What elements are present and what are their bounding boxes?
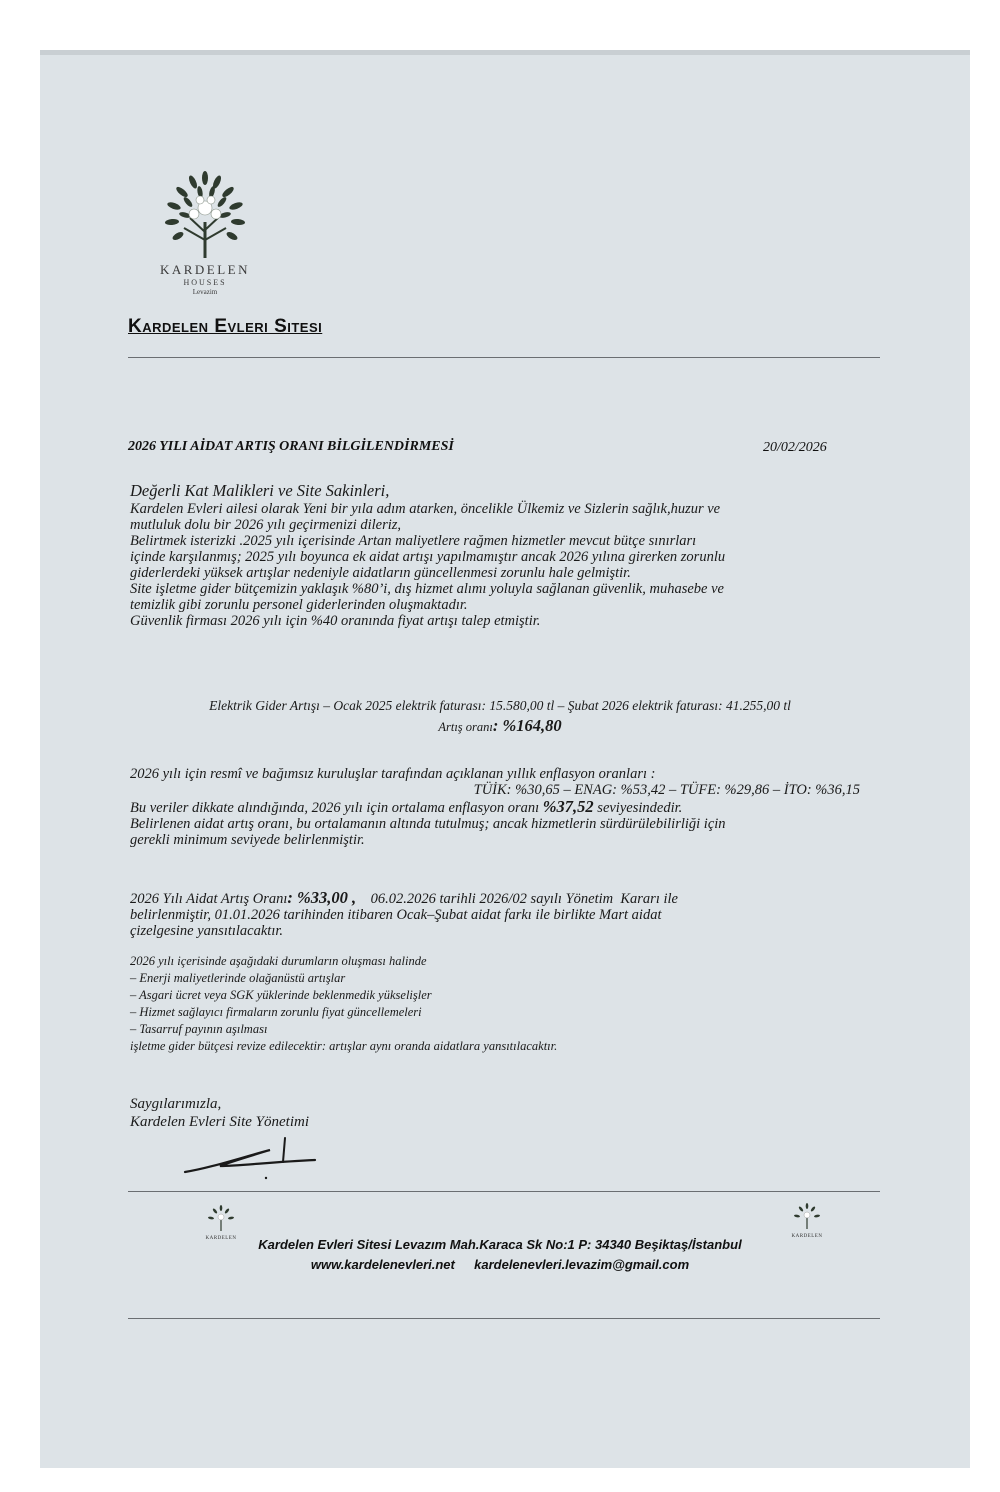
inflation-section [130, 766, 890, 848]
decision-text: 06.02.2026 tarihli 2026/02 sayılı Yönetim Kararı ile [356, 891, 678, 907]
closing-regards: Saygılarımızla, [130, 1096, 222, 1112]
site-title: Kardelen Evleri Sitesi [128, 316, 323, 337]
intro-line: temizlik gibi zorunlu personel giderlerinden oluşmaktadır. [130, 597, 468, 613]
logo-houses: HOUSES [183, 278, 227, 287]
intro-section [130, 481, 890, 629]
intro-line: Güvenlik firması 2026 yılı için %40 oranında fiyat artışı talep etmiştir. [130, 613, 541, 629]
decision-section [130, 890, 890, 939]
intro-line: Belirtmek isterizki .2025 yılı içerisinde Artan maliyetlere rağmen hizmetler mevcut bütçe sınırları [130, 533, 697, 549]
intro-line: içinde karşılanmış; 2025 yılı boyunca ek aidat artışı yapılmamıştır ancak 2026 yılına girerken zorunlu [130, 549, 726, 565]
document-date: 20/02/2026 [763, 440, 827, 455]
conditions-outro: işletme gider bütçesi revize edilecektir: artışlar aynı oranda aidatlara yansıtılacaktır. [130, 1039, 558, 1053]
footer-divider-bottom [128, 1318, 880, 1319]
electric-rate-value: : %164,80 [492, 716, 562, 735]
footer-logo-text: KARDELEN [205, 1236, 237, 1241]
closing-section [130, 1095, 890, 1131]
footer-logo-text: KARDELEN [791, 1234, 823, 1239]
subject-heading: 2026 YILI AİDAT ARTIŞ ORANI BİLGİLENDİRMESİ [128, 439, 454, 454]
tree-logo-icon [793, 1203, 821, 1229]
conditions-section [130, 953, 890, 1055]
intro-line: Kardelen Evleri ailesi olarak Yeni bir yıla adım atarken, öncelikle Ülkemiz ve Sizlerin sağlık,huzur ve [130, 501, 721, 517]
kardelen-logo [150, 170, 260, 297]
inflation-rates: TÜİK: %30,65 – ENAG: %53,42 – TÜFE: %29,86 – İTO: %36,15 [473, 782, 860, 798]
tree-logo-icon [207, 1205, 235, 1231]
condition-item: – Hizmet sağlayıcı firmaların zorunlu fiyat güncellemeleri [130, 1005, 422, 1019]
decision-label: 2026 Yılı Aidat Artış Oranı [130, 891, 288, 907]
header-divider [128, 357, 880, 358]
intro-line: mutluluk dolu bir 2026 yılı geçirmenizi dileriz, [130, 517, 402, 533]
tree-logo-icon [160, 170, 250, 260]
logo-levazim: Levazim [192, 288, 218, 296]
condition-item: – Asgari ücret veya SGK yüklerinde beklenmedik yükselişler [130, 988, 432, 1002]
footer-email-link[interactable]: kardelenevleri.levazim@gmail.com [474, 1257, 690, 1272]
closing-signer: Kardelen Evleri Site Yönetimi [130, 1114, 309, 1130]
footer-logo-right [787, 1203, 827, 1240]
decision-value: : %33,00 , [287, 888, 357, 907]
decision-line: belirlenmiştir, 01.01.2026 tarihinden itibaren Ocak–Şubat aidat farkı ile birlikte Mart aidat [130, 907, 662, 923]
conditions-intro: 2026 yılı içerisinde aşağıdaki durumların oluşması halinde [130, 954, 427, 968]
intro-line: Site işletme gider bütçemizin yaklaşık %80’i, dış hizmet alımı yoluyla sağlanan güvenlik, muhasebe ve [130, 581, 724, 597]
inflation-line: 2026 yılı için resmî ve bağımsız kuruluşlar tarafından açıklanan yıllık enflasyon oranları : [130, 766, 656, 782]
electric-rate [110, 718, 890, 735]
electric-line: Elektrik Gider Artışı – Ocak 2025 elektrik faturası: 15.580,00 tl – Şubat 2026 elektrik faturası: 41.255,00 tl [209, 698, 791, 713]
condition-item: – Enerji maliyetlerinde olağanüstü artışlar [130, 971, 346, 985]
inflation-average-value: %37,52 [542, 797, 594, 816]
signature-image [180, 1132, 330, 1182]
intro-line: giderlerdeki yüksek artışlar nedeniyle aidatların güncellenmesi zorunlu hale gelmiştir. [130, 565, 631, 581]
logo-brand: KARDELEN [159, 262, 251, 277]
greeting: Değerli Kat Malikleri ve Site Sakinleri, [130, 481, 390, 500]
electric-section [110, 698, 890, 735]
inflation-average [130, 799, 890, 816]
inflation-line: Belirlenen aidat artış oranı, bu ortalamanın altında tutulmuş; ancak hizmetlerin sürdürülebilirliği için [130, 816, 726, 832]
footer-address: Kardelen Evleri Sitesi Levazım Mah.Karaca Sk No:1 P: 34340 Beşiktaş/İstanbul [258, 1237, 742, 1252]
decision-line: çizelgesine yansıtılacaktır. [130, 923, 284, 939]
footer-contact [0, 1257, 1000, 1272]
condition-item: – Tasarruf payının aşılması [130, 1022, 268, 1036]
footer-website-link[interactable]: www.kardelenevleri.net [310, 1257, 455, 1272]
decision-line [130, 890, 890, 907]
inflation-average-text: Bu veriler dikkate alındığında, 2026 yılı için ortalama enflasyon oranı [130, 800, 543, 816]
inflation-line: gerekli minimum seviyede belirlenmiştir. [130, 832, 365, 848]
footer-divider-top [128, 1191, 880, 1192]
inflation-average-suffix: seviyesindedir. [593, 800, 683, 816]
electric-rate-label: Artış oranı [438, 720, 493, 734]
